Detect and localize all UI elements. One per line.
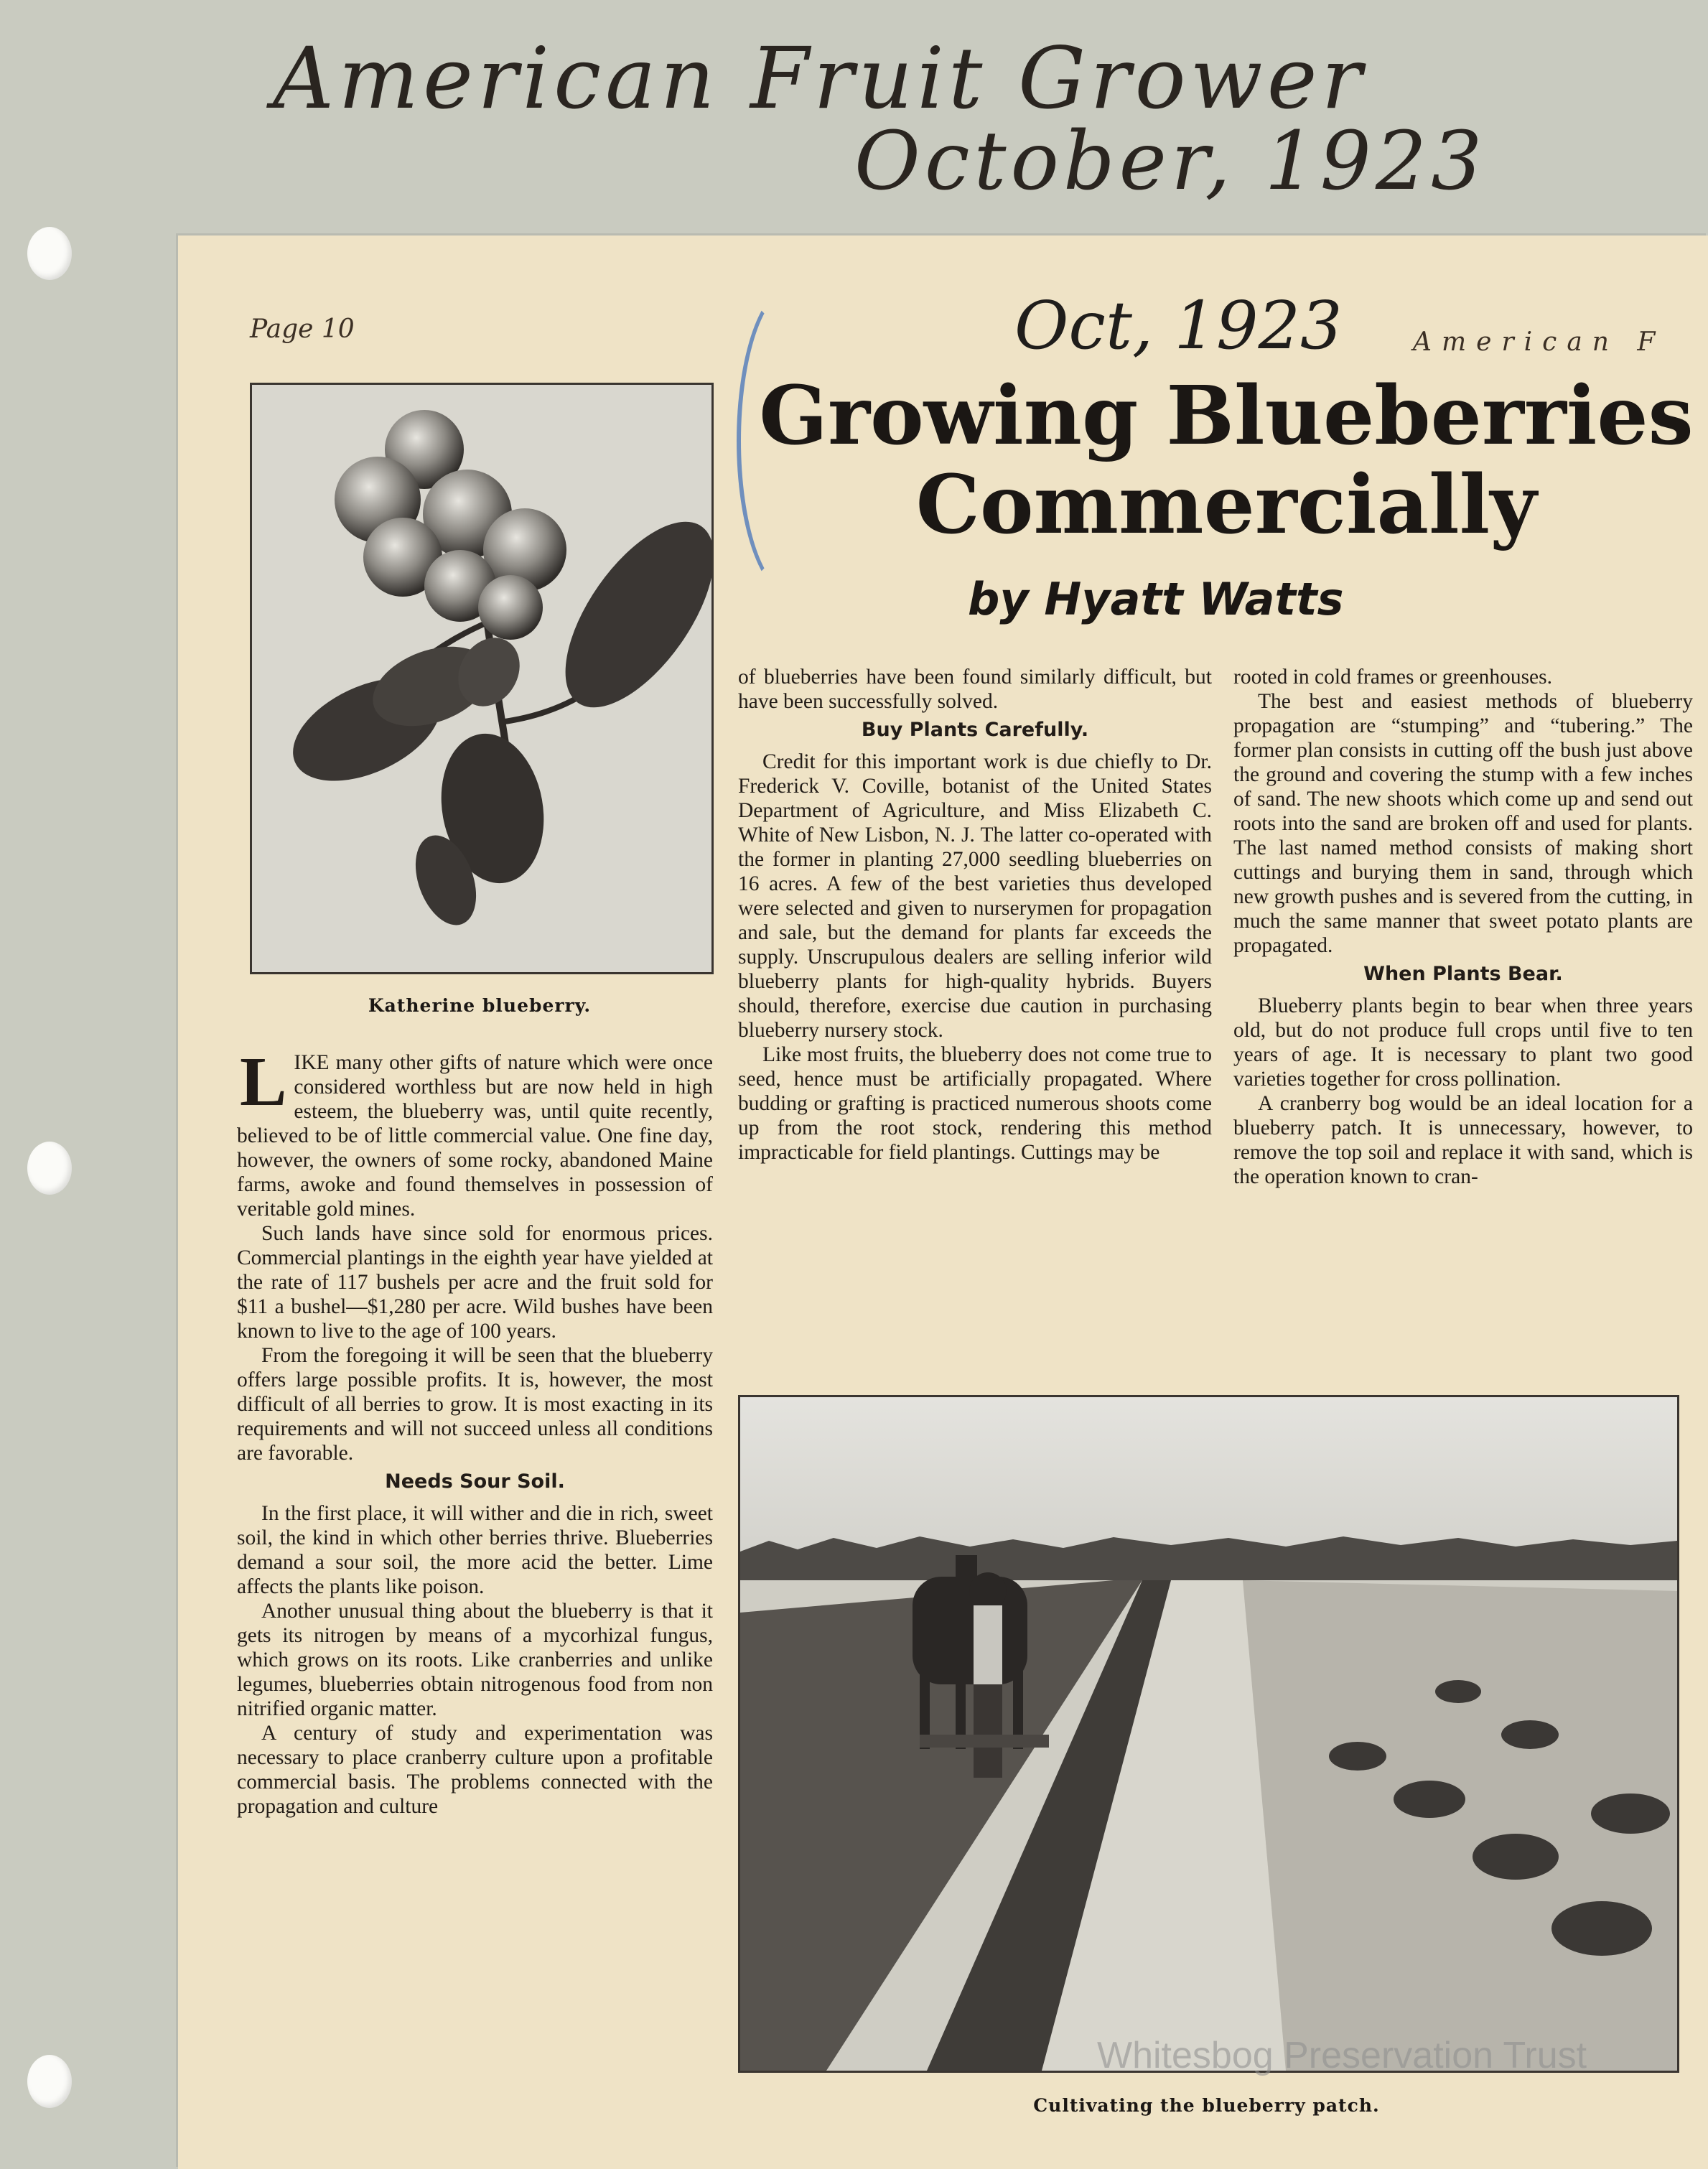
paragraph: rooted in cold frames or greenhouses. — [1233, 666, 1552, 689]
paragraph: of blueberries have been found similarly difficult, but have been successfully solved. — [738, 666, 1212, 713]
paragraph: In the first place, it will wither and die in rich, sweet soil, the kind in which other berries thrive. Blueberries demand a sour soil, the more acid the better. Lime affects the plants like poison. — [237, 1502, 713, 1598]
field-photo-caption: Cultivating the blueberry patch. — [1033, 2095, 1380, 2116]
watermark: Whitesbog Preservation Trust — [1097, 2035, 1587, 2076]
paragraph: A cranberry bog would be an ideal location for a blueberry patch. It is unnecessary, however, to remove the top soil and replace it with sand, which is the operation known to cran- — [1233, 1092, 1693, 1188]
paragraph: From the foregoing it will be seen that the blueberry offers large possible profits. It is, however, the most difficult of all berries to grow. It is most exacting in its requirements and will not succeed unless all conditions are favorable. — [237, 1344, 713, 1465]
paragraph: Another unusual thing about the blueberry is that it gets its nitrogen by means of a mycorhizal fungus, which grows on its roots. Like cranberries and unlike legumes, blueberries obtain nitrogenous food from non nitrified organic matter. — [237, 1600, 713, 1720]
punch-hole-middle — [27, 1142, 72, 1195]
paragraph: Such lands have since sold for enormous prices. Commercial plantings in the eighth year have yielded at the rate of 117 bushels per acre and the fruit sold for $11 a bushel—$1,280 per acre. Wild bushes have been known to live to the age of 100 years. — [237, 1222, 713, 1343]
paragraph: Blueberry plants begin to bear when three years old, but do not produce full crops until five to ten years of age. It is necessary to plant two good varieties together for cross pollination. — [1233, 994, 1693, 1091]
subheading-needs-sour-soil: Needs Sour Soil. — [385, 1470, 565, 1493]
article-headline: Growing Blueberries Commercially — [759, 369, 1694, 552]
handwritten-clipping-date: Oct, 1923 — [1014, 287, 1343, 364]
article-column-2 — [738, 665, 1212, 1165]
drop-cap: L — [240, 1043, 287, 1121]
newspaper-clipping — [178, 235, 1708, 2169]
handwritten-publication-date: October, 1923 — [854, 115, 1487, 208]
running-head: American F — [1413, 327, 1666, 357]
blueberry-photo-caption: Katherine blueberry. — [368, 995, 592, 1016]
blueberry-photo — [250, 383, 714, 974]
article-column-3 — [1233, 665, 1693, 1189]
handwritten-publication-title: American Fruit Grower — [273, 29, 1366, 128]
opening-paragraph — [237, 1043, 713, 1221]
field-cultivation-photo — [738, 1395, 1679, 2073]
punch-hole-bottom — [27, 2055, 72, 2108]
paragraph: Like most fruits, the blueberry does not come true to seed, hence must be artificially propagated. Where budding or grafting is practiced numerous shoots come up from the root stock, rendering this method impracticable for field plantings. Cuttings may be — [738, 1043, 1212, 1164]
subheading-when-plants-bear: When Plants Bear. — [1363, 963, 1563, 985]
article-byline: by Hyatt Watts — [968, 573, 1344, 625]
blueberry-branch-illustration — [252, 385, 711, 972]
page-number: Page 10 — [250, 314, 355, 344]
opening-paragraph-text: IKE many other gifts of nature which were once considered worthless but are now held in high esteem, the blueberry was, until quite recently, believed to be of little commercial value. One fine day, however, the owners of some rocky, abandoned Maine farms, awoke and found themselves in possession of veritable gold mines. — [237, 1051, 713, 1221]
punch-hole-top — [27, 227, 72, 280]
article-column-1 — [237, 1043, 713, 1819]
paragraph: A century of study and experimentation was necessary to place cranberry culture upon a profitable commercial basis. The problems connected with the propagation and culture — [237, 1722, 713, 1818]
paragraph: Credit for this important work is due chiefly to Dr. Frederick V. Coville, botanist of the United States Department of Agriculture, and Miss Elizabeth C. White of New Lisbon, N. J. The latter co-operated with the former in planting 27,000 seedling blueberries on 16 acres. A few of the best varieties thus developed were selected and given to nurserymen for propagation and sale, but the demand for plants far exceeds the supply. Unscrupulous dealers are selling inferior wild blueberry plants for high-quality hybrids. Buyers should, therefore, exercise due caution in purchasing blueberry nursery stock. — [738, 750, 1212, 1042]
field-scene-illustration — [740, 1397, 1677, 2071]
subheading-buy-plants-carefully: Buy Plants Carefully. — [861, 719, 1089, 741]
paragraph: The best and easiest methods of blueberry propagation are “stumping” and “tubering.” The former plan consists in cutting off the bush just above the ground and covering the stump with a few inches of sand. The new shoots which come up and send out roots into the sand are broken off and used for plants. The last named method consists of making short cuttings and burying them in sand, through which new growth pushes and is severed from the cutting, in much the same manner that sweet potato plants are propagated. — [1233, 690, 1693, 957]
